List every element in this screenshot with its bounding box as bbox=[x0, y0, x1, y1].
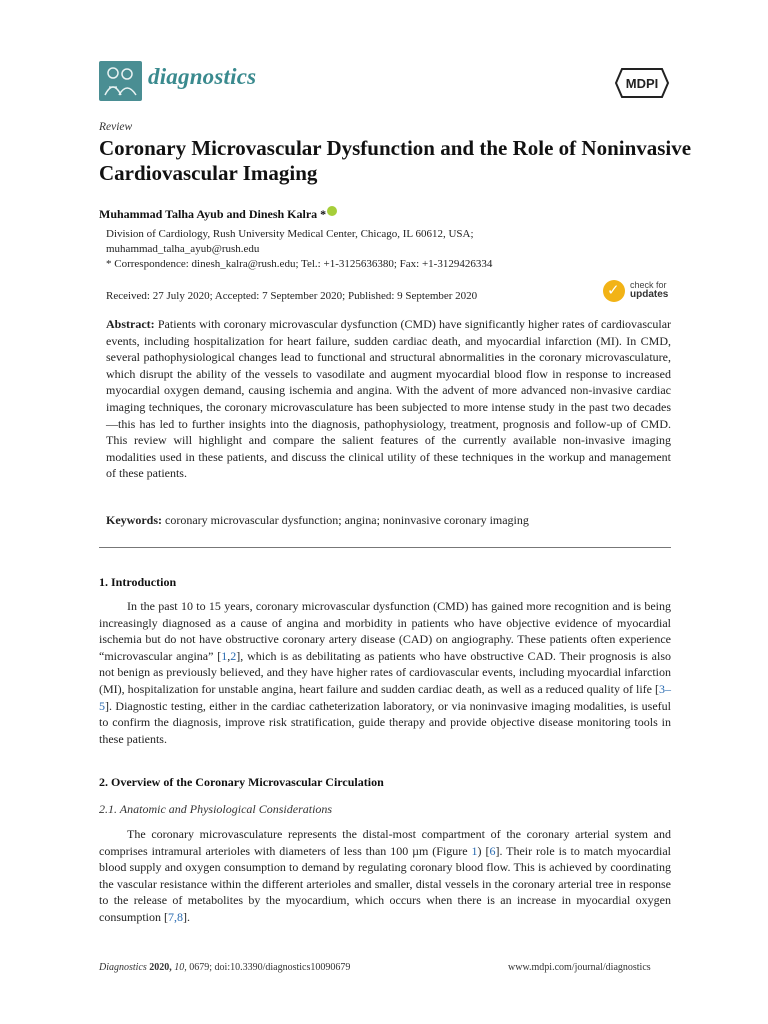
citation-link[interactable]: 6 bbox=[489, 843, 496, 858]
footer-url[interactable]: www.mdpi.com/journal/diagnostics bbox=[508, 962, 651, 973]
keywords bbox=[106, 513, 529, 528]
text-span: ]. bbox=[183, 909, 190, 924]
anatomy-paragraph bbox=[99, 826, 671, 926]
citation-link[interactable]: 3–5 bbox=[99, 681, 671, 713]
footer-citation bbox=[99, 962, 350, 973]
abstract-label: Abstract: bbox=[106, 317, 155, 331]
abstract bbox=[106, 316, 671, 482]
orcid-icon[interactable] bbox=[327, 206, 337, 216]
text-span: ]. Their role is to match myocardial blood supply and oxygen consumption to demand by regulating coronary blood flow. This is achieved by coordinating the vascular resistance within the different arterioles and smaller, distal vessels in the coronary arterial tree in response to the release of metabolites by the myocardium, which occurs when there is an increase in myocardial oxygen consumption [ bbox=[99, 843, 671, 924]
text-span: In the past 10 to 15 years, coronary microvascular dysfunction (CMD) has gained more recognition and is being increasingly diagnosed as a cause of angina and morbidity in patients who have objective evidence of myocardial ischemia but do not have obstructive coronary artery disease (CAD) on angiography. These patients often experience “microvascular angina” [ bbox=[99, 599, 671, 663]
subsection-heading: 2.1. Anatomic and Physiological Considerations bbox=[99, 802, 333, 816]
figure-link[interactable]: 1 bbox=[471, 843, 478, 858]
section-heading-introduction: 1. Introduction bbox=[99, 575, 177, 589]
correspondence-line: * Correspondence: dinesh_kalra@rush.edu; Tel.: +1-3125636380; Fax: +1-3129426334 bbox=[106, 258, 493, 270]
affiliation-line: Division of Cardiology, Rush University Medical Center, Chicago, IL 60612, USA; bbox=[106, 228, 474, 240]
check-for-updates-badge[interactable] bbox=[603, 280, 673, 304]
author-list bbox=[99, 206, 337, 222]
citation-link[interactable]: 2 bbox=[230, 648, 237, 663]
journal-name: diagnostics bbox=[148, 64, 257, 89]
affiliation-block bbox=[106, 227, 626, 272]
publisher-logo bbox=[614, 67, 670, 99]
footer-journal: Diagnostics bbox=[99, 962, 147, 973]
publisher-name: MDPI bbox=[625, 76, 659, 91]
abstract-text: Patients with coronary microvascular dysfunction (CMD) have significantly higher rates of cardiovascular events, including hospitalization for heart failure, sudden cardiac death, and myocardial infarction (MI). In CMD, several pathophysiological changes lead to functional and structural abnormalities in the coronary microvasculature, which disrupt the ability of the vessels to vasodilate and augment myocardial blood flow in response to increased myocardial oxygen demand, causing ischemia and angina. With the advent of more advanced non-invasive cardiac imaging techniques, the coronary microvasculature has been subjected to more intense study in the past two decades—this has led to further insights into the diagnosis, pathophysiology, treatment, prognosis and follow-up of CMD. This review will highlight and compare the salient features of the currently available non-invasive imaging modalities used in these patients, and discuss the clinical utility of these techniques in the workup and management of these patients. bbox=[106, 317, 672, 481]
footer-volume: 10, bbox=[174, 962, 187, 973]
section-divider bbox=[99, 547, 671, 548]
section-heading-overview: 2. Overview of the Coronary Microvascular Circulation bbox=[99, 775, 384, 789]
citation-link[interactable]: 1 bbox=[221, 648, 228, 663]
article-type: Review bbox=[99, 121, 133, 133]
check-updates-line1: check for bbox=[630, 280, 667, 290]
check-updates-line2: updates bbox=[630, 289, 669, 300]
footer-doi[interactable]: 0679; doi:10.3390/diagnostics10090679 bbox=[189, 962, 351, 973]
article-title: Coronary Microvascular Dysfunction and the Role of Noninvasive Cardiovascular Imaging bbox=[99, 136, 692, 185]
keywords-label: Keywords: bbox=[106, 513, 162, 527]
check-updates-icon: ✓ bbox=[603, 280, 625, 302]
text-span: ) [ bbox=[477, 843, 490, 858]
publication-dates: Received: 27 July 2020; Accepted: 7 September 2020; Published: 9 September 2020 bbox=[106, 290, 478, 302]
text-span: ]. Diagnostic testing, either in the cardiac catheterization laboratory, or via noninvasive imaging modalities, is useful to confirm the diagnosis, improve risk stratification, guide therapy and provide objective disease monitoring tools in these patients. bbox=[99, 698, 671, 746]
footer-year: 2020, bbox=[149, 962, 172, 973]
affiliation-email[interactable]: muhammad_talha_ayub@rush.edu bbox=[106, 243, 260, 255]
introduction-paragraph: In the past 10 to 15 years, coronary microvascular dysfunction (CMD) has gained more recognition and is being increasingly diagnosed as a cause of angina and morbidity in patients who have objective evidence of myocardial ischemia but do not have obstructive coronary artery disease (CAD) on angiography. These patients often experience “microvascular angina” [1,2], which is as debilitating as patients who have obstructive CAD. Their prognosis is also not benign as previously believed, and they have higher rates of cardiovascular events, including myocardial infarction (MI), hospitalization for unstable angina, heart failure and sudden cardiac death, as well as a reduced quality of life [3–5]. Diagnostic testing, either in the cardiac catheterization laboratory, or via noninvasive imaging modalities, is useful to confirm the diagnosis, improve risk stratification, guide therapy and provide objective disease monitoring tools in these patients. bbox=[99, 599, 672, 746]
authors-text: Muhammad Talha Ayub and Dinesh Kalra * bbox=[99, 207, 327, 221]
text-span: ], which is as debilitating as patients who have obstructive CAD. Their prognosis is also not benign as previously believed, and they have higher rates of cardiovascular events, including myocardial infarction (MI), hospitalization for unstable angina, heart failure and sudden cardiac death, as well as a reduced quality of life [ bbox=[99, 648, 672, 696]
keywords-text: coronary microvascular dysfunction; angina; noninvasive coronary imaging bbox=[165, 513, 529, 527]
citation-link[interactable]: 7,8 bbox=[168, 909, 183, 924]
journal-logo bbox=[99, 61, 142, 101]
journal-logo-icon bbox=[99, 61, 142, 101]
text-span: The coronary microvasculature represents the distal-most compartment of the coronary arterial system and comprises intramural arterioles with diameters of less than 100 µm (Figure bbox=[99, 827, 671, 858]
